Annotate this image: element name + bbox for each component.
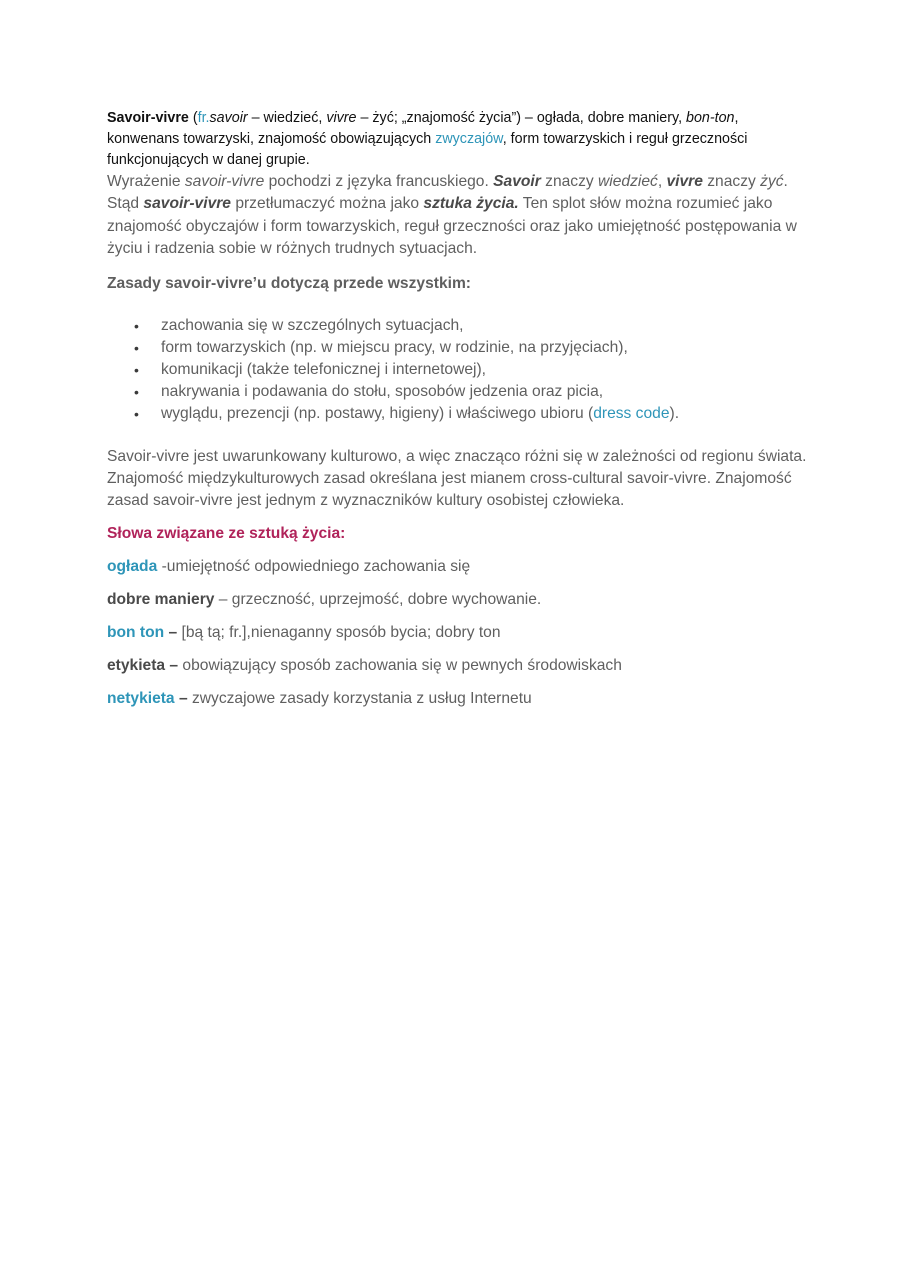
ety-text-4: , — [657, 173, 667, 190]
term-etykieta — [107, 655, 807, 677]
bullet-icon: • — [134, 406, 139, 423]
rule-text: wyglądu, prezencji (np. postawy, higieny) i właściwego ubioru ( — [161, 405, 594, 423]
rule-text: komunikacji (także telefonicznej i internetowej), — [161, 361, 487, 379]
term-word: bon ton — [107, 623, 165, 641]
ety-text-8: Ten splot słów można rozumieć jako znajomość obyczajów i form towarzyskich, reguł grzeczności oraz jako umiejętność postępowania w życiu i radzenia sobie w różnych trudnych sytuacjach. — [107, 195, 797, 258]
zwyczajow-link[interactable]: zwyczajów — [435, 131, 503, 147]
ety-text-5: znaczy — [702, 173, 761, 190]
term-word: dobre maniery — [107, 590, 215, 608]
list-item — [107, 337, 807, 359]
term-word: netykieta — [107, 689, 175, 707]
rule-text: zachowania się w szczególnych sytuacjach, — [161, 316, 464, 334]
list-item — [107, 403, 807, 425]
vivre-word: vivre — [326, 110, 357, 126]
term-separator: – — [174, 689, 188, 707]
term-netykieta — [107, 688, 807, 710]
savoir-word: savoir — [209, 110, 248, 126]
intro-tail: , form towarzyskich i reguł grzeczności funkcjonujących w danej grupie. — [107, 131, 748, 168]
intro-paren: ( — [188, 110, 198, 126]
term-dobre-maniery — [107, 589, 807, 611]
fr-link[interactable]: fr. — [197, 110, 210, 126]
ety-bold-2: vivre — [666, 173, 703, 190]
bullet-icon: • — [134, 339, 139, 356]
term-definition: [bą tą; fr.],nienaganny sposób bycia; dobry ton — [177, 623, 501, 641]
term-definition: – grzeczność, uprzejmość, dobre wychowanie. — [214, 590, 542, 608]
ety-text-7: przetłumaczyć można jako — [230, 195, 424, 213]
ety-bold-3: savoir-vivre — [143, 195, 231, 213]
document-page — [107, 108, 807, 710]
term-word: ogłada — [107, 557, 158, 575]
rule-text: form towarzyskich (np. w miejscu pracy, w rodzinie, na przyjęciach), — [161, 338, 628, 356]
intro-term: Savoir-vivre — [107, 110, 189, 126]
ety-text-1: Wyrażenie — [107, 173, 185, 190]
list-item — [107, 359, 807, 381]
rules-list — [107, 315, 807, 426]
bullet-icon: • — [134, 317, 139, 334]
term-bon-ton — [107, 622, 807, 644]
ety-bold-4: sztuka życia. — [423, 195, 519, 213]
ety-bold-1: Savoir — [493, 173, 541, 190]
etymology-paragraph — [107, 171, 807, 261]
culture-paragraph: Savoir-vivre jest uwarunkowany kulturowo, a więc znacząco różni się w zależności od regionu świata. Znajomość międzykulturowych zasad określana jest mianem cross-cultural savoir-vivre. Znajomość zasad savoir-vivre jest jednym z wyznaczników kultury osobistej człowieka. — [107, 447, 807, 510]
rule-text: nakrywania i podawania do stołu, sposobów jedzenia oraz picia, — [161, 383, 604, 401]
dress-code-link[interactable]: dress code — [593, 405, 670, 423]
bullet-icon: • — [134, 362, 139, 379]
vivre-meaning: – żyć; „znajomość życia”) – ogłada, dobre maniery, — [356, 110, 687, 126]
term-definition: zwyczajowe zasady korzystania z usług Internetu — [187, 689, 532, 707]
rule-text-close: ). — [669, 405, 680, 423]
intro-paragraph — [107, 108, 807, 171]
term-word: etykieta – — [107, 656, 179, 674]
term-separator: – — [164, 623, 178, 641]
ety-italic-2: wiedzieć — [598, 173, 658, 190]
related-heading: Słowa związane ze sztuką życia: — [107, 524, 346, 542]
list-item — [107, 381, 807, 403]
ety-text-2: pochodzi z języka francuskiego. — [264, 173, 494, 190]
list-item — [107, 315, 807, 337]
term-oglada — [107, 556, 807, 578]
ety-text-3: znaczy — [540, 173, 599, 190]
rules-heading: Zasady savoir-vivre’u dotyczą przede wszystkim: — [107, 274, 472, 292]
bullet-icon: • — [134, 384, 139, 401]
term-definition: obowiązujący sposób zachowania się w pewnych środowiskach — [178, 656, 622, 674]
ety-italic-1: savoir-vivre — [184, 173, 265, 190]
savoir-meaning: – wiedzieć, — [247, 110, 327, 126]
after-bonton: , konwenans towarzyski, znajomość obowiązujących — [107, 110, 739, 147]
bonton-word: bon-ton — [686, 110, 735, 126]
ety-italic-3: żyć — [760, 173, 784, 190]
ety-text-6: . Stąd — [107, 173, 788, 213]
term-definition: -umiejętność odpowiedniego zachowania się — [157, 557, 471, 575]
